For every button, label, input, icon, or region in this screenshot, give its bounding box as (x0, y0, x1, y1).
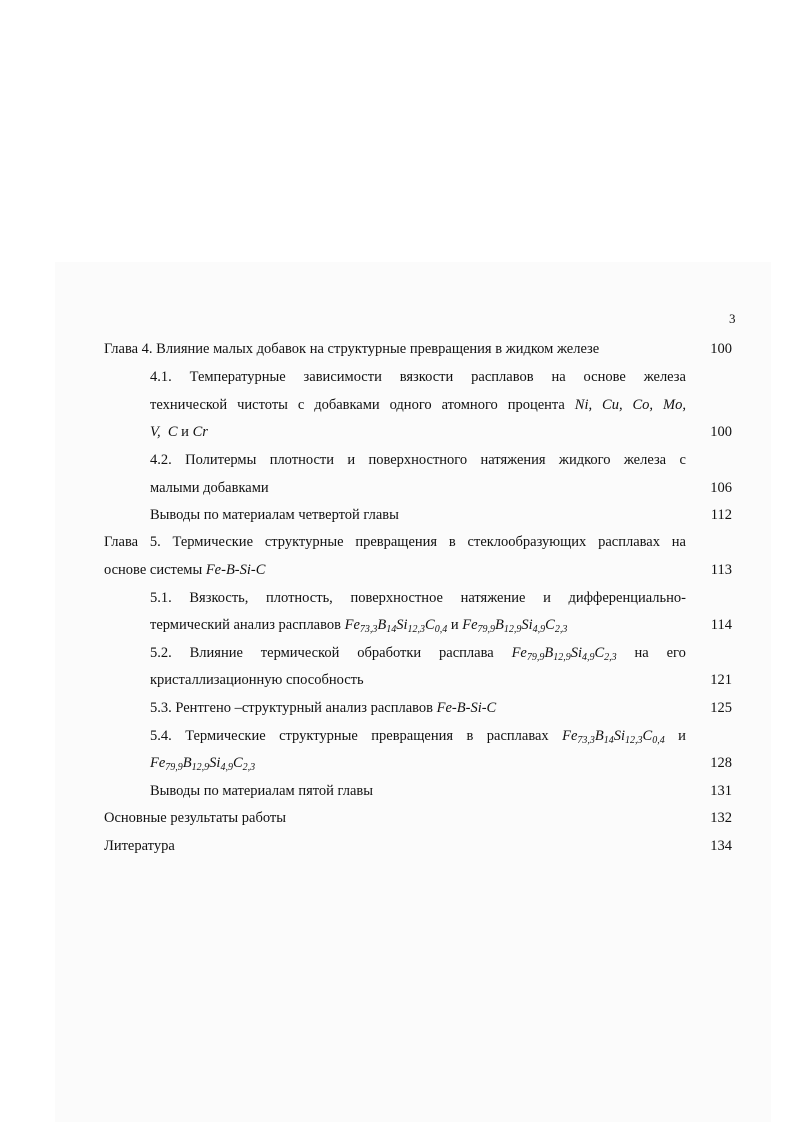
alloy-formula-b: $Fe_{79,9}B_{12,9}Si_{4,9}C_{2,3}$ (150, 755, 256, 773)
toc-chapter-4-page: 100 (710, 341, 732, 357)
toc-main-results-page: 132 (710, 810, 732, 826)
toc-section-5-1-page: 114 (710, 617, 732, 633)
toc-section-4-1-line-3: V, C и Cr (150, 424, 208, 440)
toc-section-5-3: 5.3. Рентгено –структурный анализ расплавов Fe-B-Si-C (150, 700, 497, 716)
alloy-formula-a: $Fe_{73,3}B_{14}Si_{12,3}C_{0,4}$ (562, 728, 665, 746)
toc-section-5-4-page: 128 (710, 755, 732, 771)
toc-literature: Литература (104, 838, 175, 854)
toc-literature-page: 134 (710, 838, 732, 854)
toc-section-4-2-page: 106 (710, 480, 732, 496)
toc-section-4-1-line-2: технической чистоты с добавками одного атомного процента Ni, Cu, Co, Mo, (150, 397, 686, 413)
toc-section-5-1-line-2: термический анализ расплавов $Fe_{73,3}B_{14}Si_{12,3}C_{0,4}$ и $Fe_{79,9}B_{12,9}Si_{4,9}C_{2,3}$ (150, 617, 568, 635)
toc-section-5-4-line-2 (150, 754, 255, 772)
toc-chapter-5-line-2: основе системы Fe-B-Si-C (104, 562, 266, 578)
toc-section-4-1-page: 100 (710, 424, 732, 440)
toc-chapter-4-conclusions-page: 112 (710, 507, 732, 523)
alloy-formula-a: $Fe_{73,3}B_{14}Si_{12,3}C_{0,4}$ (344, 617, 448, 635)
toc-section-4-2-line-1: 4.2. Политермы плотности и поверхностного натяжения жидкого железа с (150, 452, 686, 468)
alloy-formula-b: $Fe_{79,9}B_{12,9}Si_{4,9}C_{2,3}$ (462, 617, 568, 635)
toc-section-5-1-line-1: 5.1. Вязкость, плотность, поверхностное натяжение и дифференциально- (150, 590, 686, 606)
toc-chapter-5-conclusions-page: 131 (710, 783, 732, 799)
toc-section-5-2-line-2: кристаллизационную способность (150, 672, 364, 688)
toc-main-results: Основные результаты работы (104, 810, 287, 826)
page-number: 3 (729, 311, 736, 326)
toc-section-4-2-line-2: малыми добавками (150, 480, 269, 496)
toc-section-4-1-line-1: 4.1. Температурные зависимости вязкости расплавов на основе железа (150, 369, 686, 385)
toc-section-5-3-page: 125 (710, 700, 732, 716)
scan-background (55, 262, 771, 1122)
toc-chapter-4-title: Глава 4. Влияние малых добавок на структурные превращения в жидком железе (104, 341, 600, 357)
alloy-formula-b: $Fe_{79,9}B_{12,9}Si_{4,9}C_{2,3}$ (511, 645, 617, 663)
toc-chapter-5-conclusions: Выводы по материалам пятой главы (150, 783, 374, 799)
toc-section-5-2-page: 121 (710, 672, 732, 688)
toc-section-5-2-line-1: 5.2. Влияние термической обработки расплава $Fe_{79,9}B_{12,9}Si_{4,9}C_{2,3}$ на его (150, 645, 686, 663)
toc-chapter-5-page: 113 (710, 562, 732, 578)
toc-section-5-4-line-1: 5.4. Термические структурные превращения в расплавах $Fe_{73,3}B_{14}Si_{12,3}C_{0,4}$ и (150, 728, 686, 746)
toc-chapter-4-conclusions: Выводы по материалам четвертой главы (150, 507, 399, 523)
toc-chapter-5-line-1: Глава 5. Термические структурные превращения в стеклообразующих расплавах на (104, 534, 686, 550)
